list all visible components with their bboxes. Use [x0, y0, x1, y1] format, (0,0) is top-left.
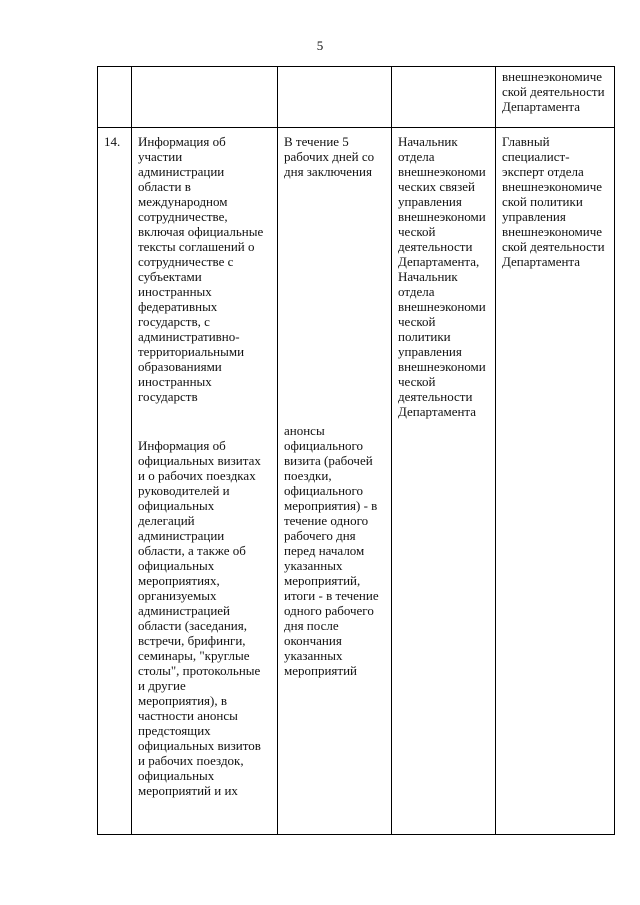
term-text-2: анонсы официального визита (рабочей поездки, официального мероприятия) - в течение одного рабочего дня перед началом указанных мероприятий, итоги - в течение одного рабочего дня после окончания указанных мероприятий	[284, 423, 379, 678]
table-row-continuation	[98, 67, 615, 128]
page-number: 5	[316, 38, 324, 53]
table-row-14	[98, 128, 615, 835]
row-number: 14.	[104, 134, 121, 149]
document-table	[97, 66, 615, 835]
cell-term	[278, 128, 392, 835]
cell-responsible	[392, 128, 496, 835]
cell-executor	[496, 128, 615, 835]
cell-number	[98, 128, 132, 835]
cell-information	[132, 67, 278, 128]
executor-text: Главный специалист- эксперт отдела внешнеэкономиче ской политики управления внешнеэкономиче ской деятельности Департамента	[502, 134, 605, 269]
term-text-1: В течение 5 рабочих дней со дня заключения	[284, 134, 375, 179]
cell-number	[98, 67, 132, 128]
cell-executor	[496, 67, 615, 128]
cell-term	[278, 67, 392, 128]
cell-responsible	[392, 67, 496, 128]
executor-text: внешнеэкономиче ской деятельности Департамента	[502, 69, 605, 114]
responsible-text: Начальник отдела внешнеэкономи ческих связей управления внешнеэкономи ческой деятельности Департамента, Начальник отдела внешнеэкономи ческой политики управления внешнеэкономи ческой деятельности Департамента	[398, 134, 486, 419]
information-text-2: Информация об официальных визитах и о рабочих поездках руководителей и официальных делегаций администрации области, а также об официальных мероприятиях, организуемых администрацией области (заседания, встречи, брифинги, семинары, "круглые столы", протокольные и другие мероприятия), в частности анонсы предстоящих официальных визитов и рабочих поездок, официальных мероприятий и их	[138, 438, 261, 798]
cell-information	[132, 128, 278, 835]
information-text-1: Информация об участии администрации области в международном сотрудничестве, включая официальные тексты соглашений о сотрудничестве с субъектами иностранных федеративных государств, с административно- территориальными образованиями иностранных государств	[138, 134, 264, 404]
